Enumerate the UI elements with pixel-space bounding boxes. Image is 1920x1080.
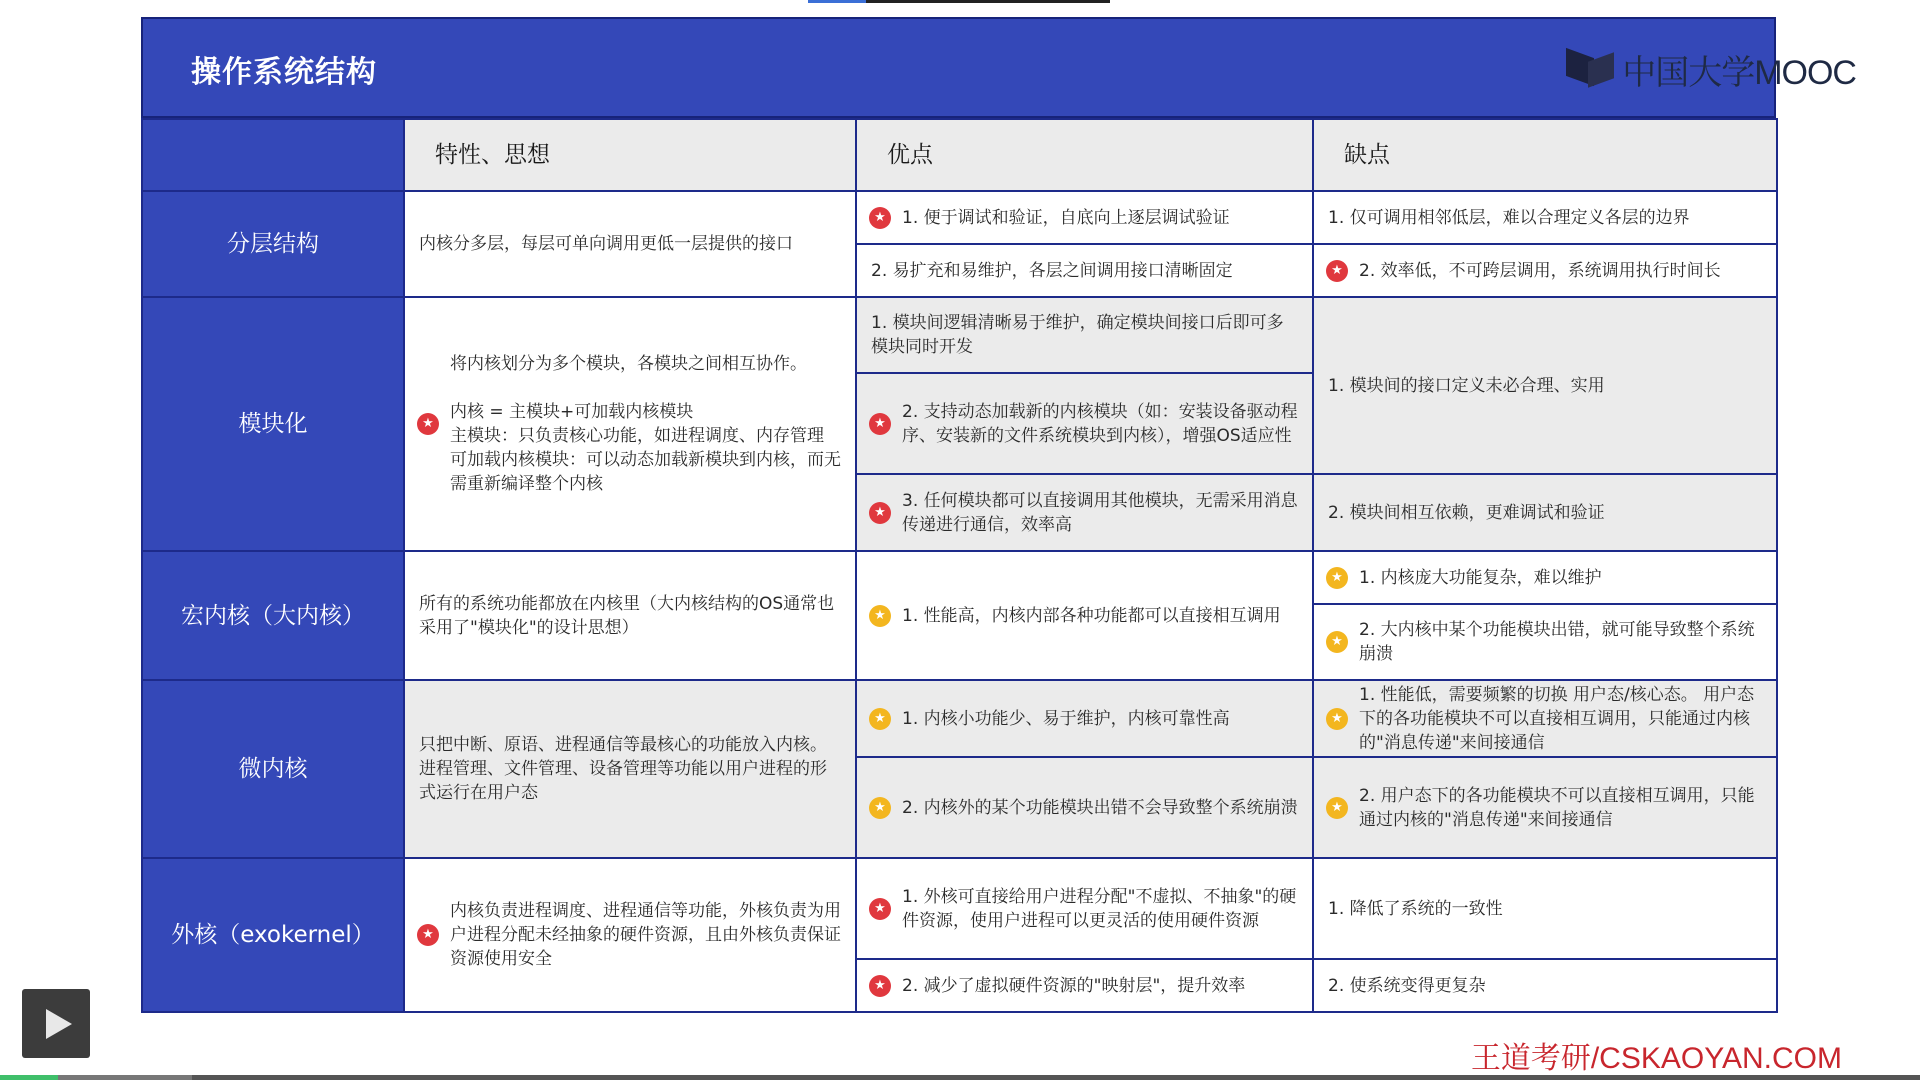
- column-header-pros: 优点: [856, 119, 1313, 191]
- modular-con-2: 2. 模块间相互依赖，更难调试和验证: [1313, 474, 1777, 551]
- monolithic-pro-1: [856, 551, 1313, 680]
- modular-pro-2-text: 2. 支持动态加载新的内核模块（如：安装设备驱动程序、安装新的文件系统模块到内核），增强OS适应性: [902, 401, 1298, 446]
- play-button[interactable]: [22, 989, 90, 1058]
- micro-con-1: [1313, 680, 1777, 757]
- micro-pro-2: [856, 757, 1313, 858]
- row-title-monolithic: 宏内核（大内核）: [142, 551, 404, 680]
- video-progress-fill: [0, 1075, 58, 1080]
- monolithic-con-2: [1313, 604, 1777, 680]
- column-header-features: 特性、思想: [404, 119, 856, 191]
- mooc-logo: [1566, 45, 1856, 94]
- key-point-yellow-icon: ★: [1326, 797, 1348, 819]
- key-point-yellow-icon: ★: [1326, 631, 1348, 653]
- table-row: [142, 297, 1777, 373]
- key-point-red-icon: ★: [1326, 260, 1348, 282]
- key-point-yellow-icon: ★: [869, 605, 891, 627]
- exo-pro-1: [856, 858, 1313, 959]
- modular-idea: [404, 297, 856, 551]
- micro-con-2-text: 2. 用户态下的各功能模块不可以直接相互调用，只能通过内核的"消息传递"来间接通信: [1359, 785, 1755, 830]
- layered-idea: 内核分多层，每层可单向调用更低一层提供的接口: [404, 191, 856, 297]
- key-point-red-icon: ★: [417, 924, 439, 946]
- key-point-red-icon: ★: [869, 413, 891, 435]
- monolithic-idea: 所有的系统功能都放在内核里（大内核结构的OS通常也采用了"模块化"的设计思想）: [404, 551, 856, 680]
- table-row: [142, 858, 1777, 959]
- layered-con-2-text: 2. 效率低，不可跨层调用，系统调用执行时间长: [1359, 260, 1721, 281]
- slide-header: [141, 17, 1856, 118]
- modular-pro-3: [856, 474, 1313, 551]
- top-indicator-accent: [808, 0, 866, 3]
- modular-pro-2: [856, 373, 1313, 474]
- os-structure-table: [141, 118, 1778, 1013]
- micro-con-1-text: 1. 性能低，需要频繁的切换 用户态/核心态。 用户态下的各功能模块不可以直接相互调用，只能通过内核的"消息传递"来间接通信: [1359, 684, 1755, 753]
- header-row: [142, 119, 1777, 191]
- table-row: [142, 680, 1777, 757]
- row-title-exokernel: 外核（exokernel）: [142, 858, 404, 1012]
- layered-con-2: [1313, 244, 1777, 297]
- exo-con-1: 1. 降低了系统的一致性: [1313, 858, 1777, 959]
- monolithic-con-1: [1313, 551, 1777, 604]
- micro-idea: 只把中断、原语、进程通信等最核心的功能放入内核。进程管理、文件管理、设备管理等功能以用户进程的形式运行在用户态: [404, 680, 856, 858]
- key-point-yellow-icon: ★: [1326, 567, 1348, 589]
- row-title-layered: 分层结构: [142, 191, 404, 297]
- video-progress-bar[interactable]: [0, 1075, 1920, 1080]
- key-point-red-icon: ★: [869, 207, 891, 229]
- micro-pro-1-text: 1. 内核小功能少、易于维护，内核可靠性高: [902, 708, 1230, 729]
- row-title-modular: 模块化: [142, 297, 404, 551]
- key-point-yellow-icon: ★: [869, 797, 891, 819]
- row-title-micro: 微内核: [142, 680, 404, 858]
- exo-pro-1-text: 1. 外核可直接给用户进程分配"不虚拟、不抽象"的硬件资源，使用户进程可以更灵活的使用硬件资源: [902, 886, 1297, 931]
- modular-con-1: 1. 模块间的接口定义未必合理、实用: [1313, 297, 1777, 474]
- monolithic-con-2-text: 2. 大内核中某个功能模块出错，就可能导致整个系统崩溃: [1359, 620, 1755, 664]
- key-point-red-icon: ★: [869, 975, 891, 997]
- exo-pro-2: [856, 959, 1313, 1012]
- monolithic-pro-1-text: 1. 性能高，内核内部各种功能都可以直接相互调用: [902, 605, 1281, 626]
- corner-cell: [142, 119, 404, 191]
- exo-idea: [404, 858, 856, 1012]
- modular-idea-text: 将内核划分为多个模块，各模块之间相互协作。 内核 = 主模块+可加载内核模块 主模块：只负责核心功能，如进程调度、内存管理 可加载内核模块：可以动态加载新模块到内核，而无需重新编译整个内核: [450, 354, 841, 494]
- table-row: [142, 551, 1777, 604]
- table-row: [142, 191, 1777, 244]
- modular-pro-1: 1. 模块间逻辑清晰易于维护，确定模块间接口后即可多模块同时开发: [856, 297, 1313, 373]
- exo-pro-2-text: 2. 减少了虚拟硬件资源的"映射层"，提升效率: [902, 975, 1246, 996]
- layered-pro-2: 2. 易扩充和易维护，各层之间调用接口清晰固定: [856, 244, 1313, 297]
- exo-idea-text: 内核负责进程调度、进程通信等功能，外核负责为用户进程分配未经抽象的硬件资源，且由外核负责保证资源使用安全: [450, 901, 841, 969]
- mooc-logo-icon: [1566, 49, 1616, 91]
- key-point-red-icon: ★: [869, 502, 891, 524]
- slide-title: 操作系统结构: [191, 55, 377, 90]
- mooc-logo-text: 中国大学MOOC: [1622, 54, 1856, 92]
- key-point-red-icon: ★: [417, 413, 439, 435]
- micro-pro-1: [856, 680, 1313, 757]
- modular-pro-3-text: 3. 任何模块都可以直接调用其他模块，无需采用消息传递进行通信，效率高: [902, 490, 1298, 535]
- layered-con-1: 1. 仅可调用相邻低层，难以合理定义各层的边界: [1313, 191, 1777, 244]
- top-indicator-bar: [866, 0, 1110, 3]
- micro-con-2: [1313, 757, 1777, 858]
- video-buffer-fill: [58, 1075, 192, 1080]
- layered-pro-1: [856, 191, 1313, 244]
- play-icon: [46, 1009, 72, 1039]
- key-point-yellow-icon: ★: [1326, 708, 1348, 730]
- key-point-yellow-icon: ★: [869, 708, 891, 730]
- layered-pro-1-text: 1. 便于调试和验证，自底向上逐层调试验证: [902, 207, 1230, 228]
- monolithic-con-1-text: 1. 内核庞大功能复杂，难以维护: [1359, 567, 1602, 588]
- exo-con-2: 2. 使系统变得更复杂: [1313, 959, 1777, 1012]
- micro-pro-2-text: 2. 内核外的某个功能模块出错不会导致整个系统崩溃: [902, 797, 1298, 818]
- footer-brand: 王道考研/CSKAOYAN.COM: [1470, 1042, 1842, 1075]
- column-header-cons: 缺点: [1313, 119, 1777, 191]
- key-point-red-icon: ★: [869, 898, 891, 920]
